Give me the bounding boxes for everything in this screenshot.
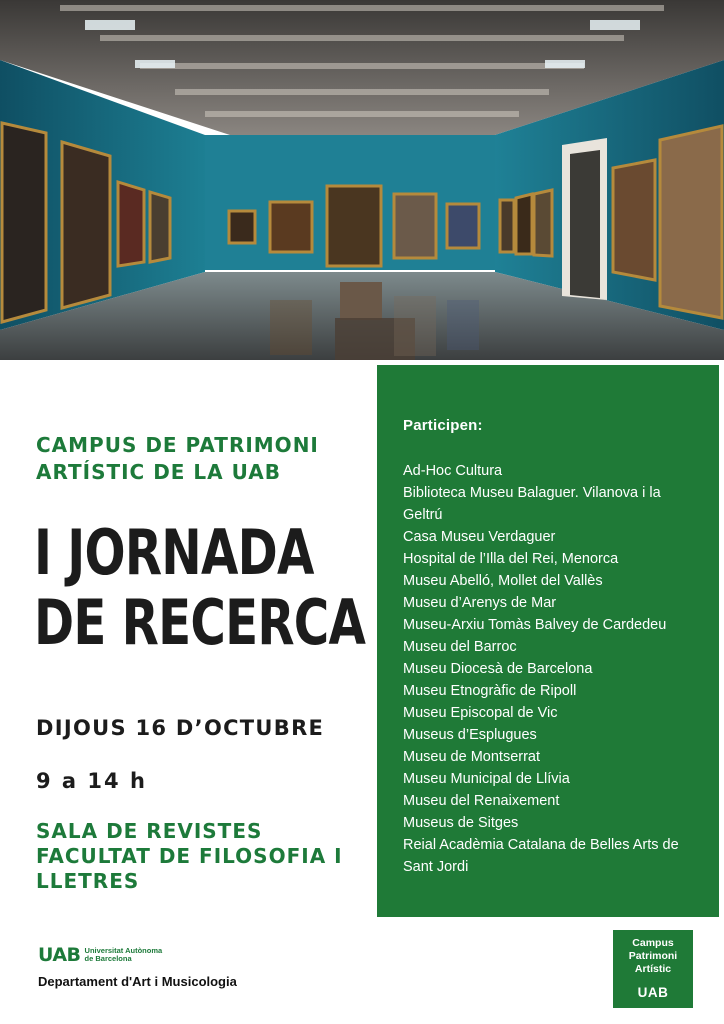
uab-logo [38,944,162,966]
list-item: Museu del Renaixement [403,793,560,809]
event-date: DIJOUS 16 D’OCTUBRE [36,716,325,740]
list-item: Museus de Sitges [403,815,519,831]
uab-name-line1: Universitat Autònoma [84,945,163,955]
list-item: Museu Etnogràfic de Ripoll [403,683,577,699]
list-item: Museu Episcopal de Vic [403,705,558,721]
uab-logo-mark: UAB [38,944,81,966]
badge-line2: Patrimoni [628,950,678,962]
badge-line4: UAB [637,985,669,1000]
participants-panel [377,365,719,917]
list-item: Museus d’Esplugues [403,727,537,743]
event-hours: 9 a 14 h [36,769,147,793]
list-item: Museu del Barroc [403,639,517,655]
list-item: Casa Museu Verdaguer [403,529,556,545]
uab-logo-name [85,947,163,964]
list-item: Museu Abelló, Mollet del Vallès [403,573,603,589]
list-item: Hospital de l’Illa del Rei, Menorca [403,551,619,567]
campus-heading [36,432,356,486]
event-title-line2: DE RECERCA [34,586,366,659]
list-item: Museu de Montserrat [403,749,541,765]
list-item: Museu-Arxiu Tomàs Balvey de Cardedeu [403,617,667,633]
campus-heading-line2: ARTÍSTIC DE LA UAB [36,460,281,484]
uab-name-line2: de Barcelona [84,954,132,963]
event-title-line1: I JORNADA [34,516,314,589]
list-item: Museu Diocesà de Barcelona [403,661,593,677]
department-name: Departament d'Art i Musicologia [38,974,237,989]
list-item: Reial Acadèmia Catalana de Belles Arts de Sant Jordi [403,837,679,875]
venue-line2: FACULTAT DE FILOSOFIA I [36,844,343,868]
event-title [34,516,366,659]
list-item: Biblioteca Museu Balaguer. Vilanova i la Geltrú [403,485,661,523]
participants-list [403,460,703,878]
campus-heading-line1: CAMPUS DE PATRIMONI [36,433,319,457]
list-item: Ad-Hoc Cultura [403,463,503,479]
list-item: Museu Municipal de Llívia [403,771,570,787]
hero-gallery-image [0,0,724,360]
venue-line3: LLETRES [36,869,140,893]
list-item: Museu d’Arenys de Mar [403,595,557,611]
event-venue [36,819,376,894]
badge-line1: Campus [632,937,674,949]
badge-line3: Artístic [634,963,672,975]
venue-line1: SALA DE REVISTES [36,819,263,843]
participants-heading: Participen: [403,417,483,434]
campus-badge-logo [613,930,693,1008]
